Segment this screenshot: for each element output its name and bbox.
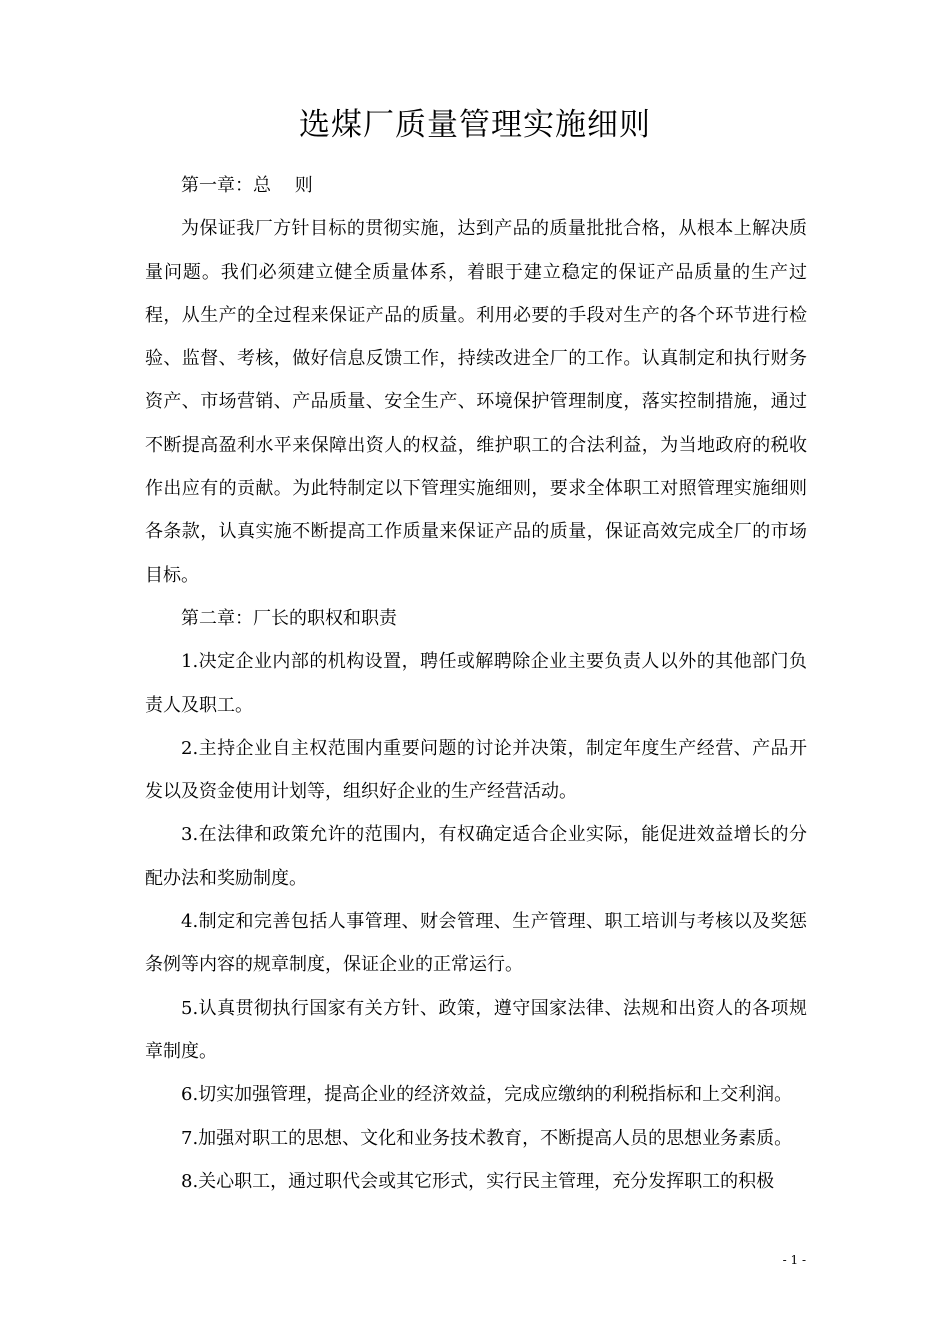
list-item: 5.认真贯彻执行国家有关方针、政策，遵守国家法律、法规和出资人的各项规章制度。 bbox=[145, 997, 807, 1062]
list-item: 6.切实加强管理，提高企业的经济效益，完成应缴纳的利税指标和上交利润。 bbox=[181, 1084, 793, 1106]
page-number: - 1 - bbox=[782, 1253, 806, 1267]
chapter-1-heading: 第一章：总 则 bbox=[181, 175, 313, 196]
list-item: 8.关心职工，通过职代会或其它形式，实行民主管理，充分发挥职工的积极 bbox=[181, 1170, 775, 1192]
list-item: 4.制定和完善包括人事管理、财会管理、生产管理、职工培训与考核以及奖惩条例等内容的规章制度，保证企业的正常运行。 bbox=[145, 911, 807, 976]
list-item: 3.在法律和政策允许的范围内，有权确定适合企业实际，能促进效益增长的分配办法和奖励制度。 bbox=[145, 824, 807, 889]
document-body bbox=[145, 164, 807, 1203]
list-item: 2.主持企业自主权范围内重要问题的讨论并决策，制定年度生产经营、产品开发以及资金使用计划等，组织好企业的生产经营活动。 bbox=[145, 737, 807, 803]
list-item: 7.加强对职工的思想、文化和业务技术教育，不断提高人员的思想业务素质。 bbox=[181, 1127, 793, 1149]
document-title: 选煤厂质量管理实施细则 bbox=[299, 107, 651, 143]
chapter-2-heading: 第二章：厂长的职权和职责 bbox=[181, 607, 397, 629]
list-item: 1.决定企业内部的机构设置，聘任或解聘除企业主要负责人以外的其他部门负责人及职工。 bbox=[145, 651, 807, 716]
chapter-1-paragraph: 为保证我厂方针目标的贯彻实施，达到产品的质量批批合格，从根本上解决质量问题。我们必须建立健全质量体系，着眼于建立稳定的保证产品质量的生产过程，从生产的全过程来保证产品的质量。利用必要的手段对生产的各个环节进行检验、监督、考核，做好信息反馈工作，持续改进全厂的工作。认真制定和执行财务资产、市场营销、产品质量、安全生产、环境保护管理制度，落实控制措施，通过不断提高盈利水平来保障出资人的权益，维护职工的合法利益，为当地政府的税收作出应有的贡献。为此特制定以下管理实施细则，要求全体职工对照管理实施细则各条款，认真实施不断提高工作质量来保证产品的质量，保证高效完成全厂的市场目标。 bbox=[145, 218, 807, 586]
